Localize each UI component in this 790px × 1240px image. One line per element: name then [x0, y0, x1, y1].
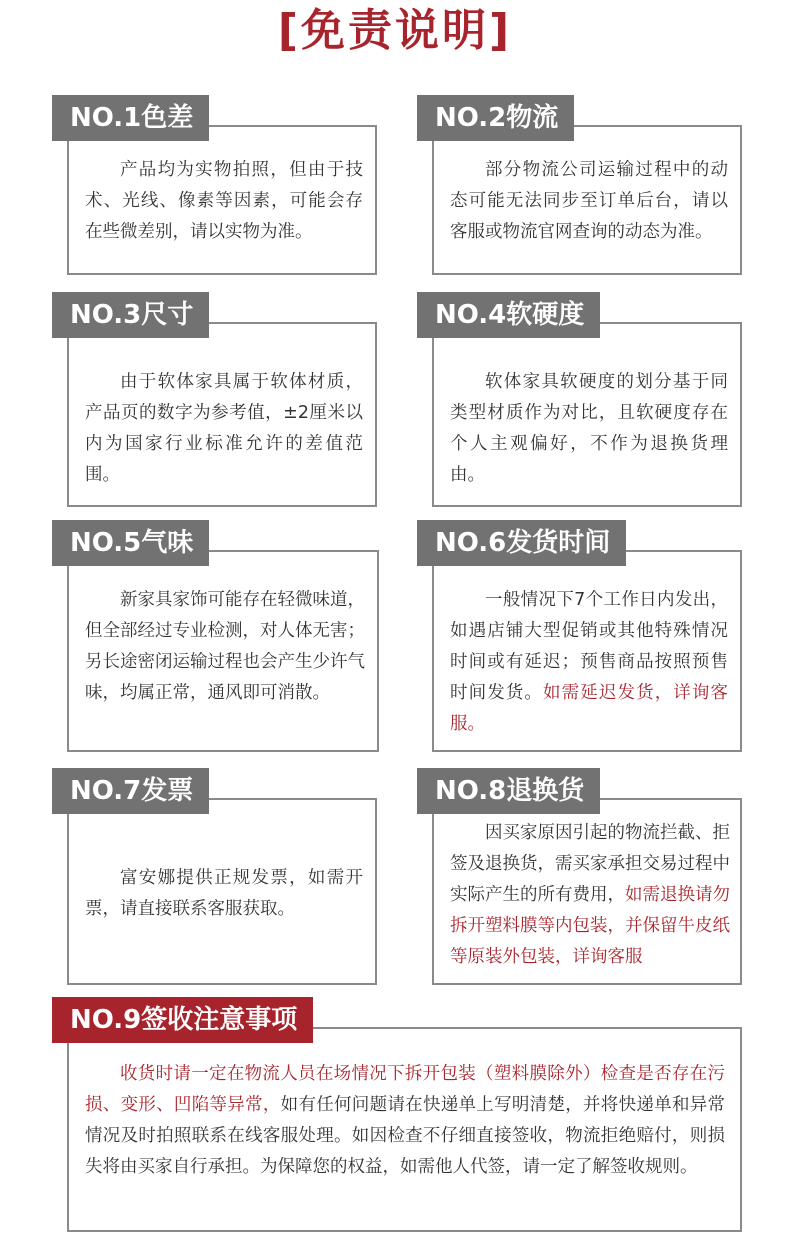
- notice-card-size: [52, 292, 377, 507]
- card-label: NO.9签收注意事项: [52, 997, 313, 1043]
- highlight-text: 收货时请一定在物流人员在场情况下拆开包装（塑料膜除外）检查是否存在污损、变形、凹陷等异常，: [85, 1064, 725, 1115]
- card-label: NO.2物流: [417, 95, 574, 141]
- card-label: NO.5气味: [52, 520, 209, 566]
- notice-card-firmness: [417, 292, 742, 507]
- card-text: 软体家具软硬度的划分基于同类型材质作为对比，且软硬度存在个人主观偏好，不作为退换货理由。: [450, 372, 728, 485]
- notice-card-invoice: [52, 768, 377, 985]
- card-text: 因买家原因引起的物流拦截、拒签及退换货，需买家承担交易过程中实际产生的所有费用，如需退换请勿拆开塑料膜等内包装，并保留牛皮纸等原装外包装，详询客服: [450, 823, 730, 967]
- card-label: NO.8退换货: [417, 768, 600, 814]
- card-text: 部分物流公司运输过程中的动态可能无法同步至订单后台，请以客服或物流官网查询的动态为准。: [450, 160, 728, 242]
- card-text: 由于软体家具属于软体材质，产品页的数字为参考值，±2厘米以内为国家行业标准允许的差值范围。: [85, 372, 363, 485]
- card-text: 新家具家饰可能存在轻微味道，但全部经过专业检测，对人体无害；另长途密闭运输过程也会产生少许气味，均属正常，通风即可消散。: [85, 590, 365, 703]
- card-label: NO.1色差: [52, 95, 209, 141]
- card-label: NO.6发货时间: [417, 520, 626, 566]
- card-label: NO.4软硬度: [417, 292, 600, 338]
- notice-card-odor: [52, 520, 379, 752]
- highlight-text: 如需延迟发货，详询客服。: [450, 683, 729, 734]
- card-label: NO.7发票: [52, 768, 209, 814]
- card-text: 产品均为实物拍照，但由于技术、光线、像素等因素，可能会存在些微差别，请以实物为准。: [85, 160, 363, 242]
- card-label: NO.3尺寸: [52, 292, 209, 338]
- notice-card-delivery-signing: [52, 997, 742, 1232]
- notice-card-shipping-time: [417, 520, 742, 752]
- card-text: 收货时请一定在物流人员在场情况下拆开包装（塑料膜除外）检查是否存在污损、变形、凹陷等异常，如有任何问题请在快递单上写明清楚，并将快递单和异常情况及时拍照联系在线客服处理。如因检查不仔细直接签收，物流拒绝赔付，则损失将由买家自行承担。为保障您的权益，如需他人代签，请一定了解签收规则。: [85, 1064, 726, 1177]
- card-text: 富安娜提供正规发票，如需开票，请直接联系客服获取。: [85, 868, 363, 919]
- notice-card-logistics: [417, 95, 742, 275]
- page-title: [免责说明]: [277, 5, 513, 56]
- card-text: 一般情况下7个工作日内发出，如遇店铺大型促销或其他特殊情况时间或有延迟；预售商品按照预售时间发货。如需延迟发货，详询客服。: [450, 590, 729, 734]
- notice-card-returns: [417, 768, 742, 985]
- notice-card-color-difference: [52, 95, 377, 275]
- highlight-text: 如需退换请勿拆开塑料膜等内包装，并保留牛皮纸等原装外包装，详询客服: [450, 885, 730, 967]
